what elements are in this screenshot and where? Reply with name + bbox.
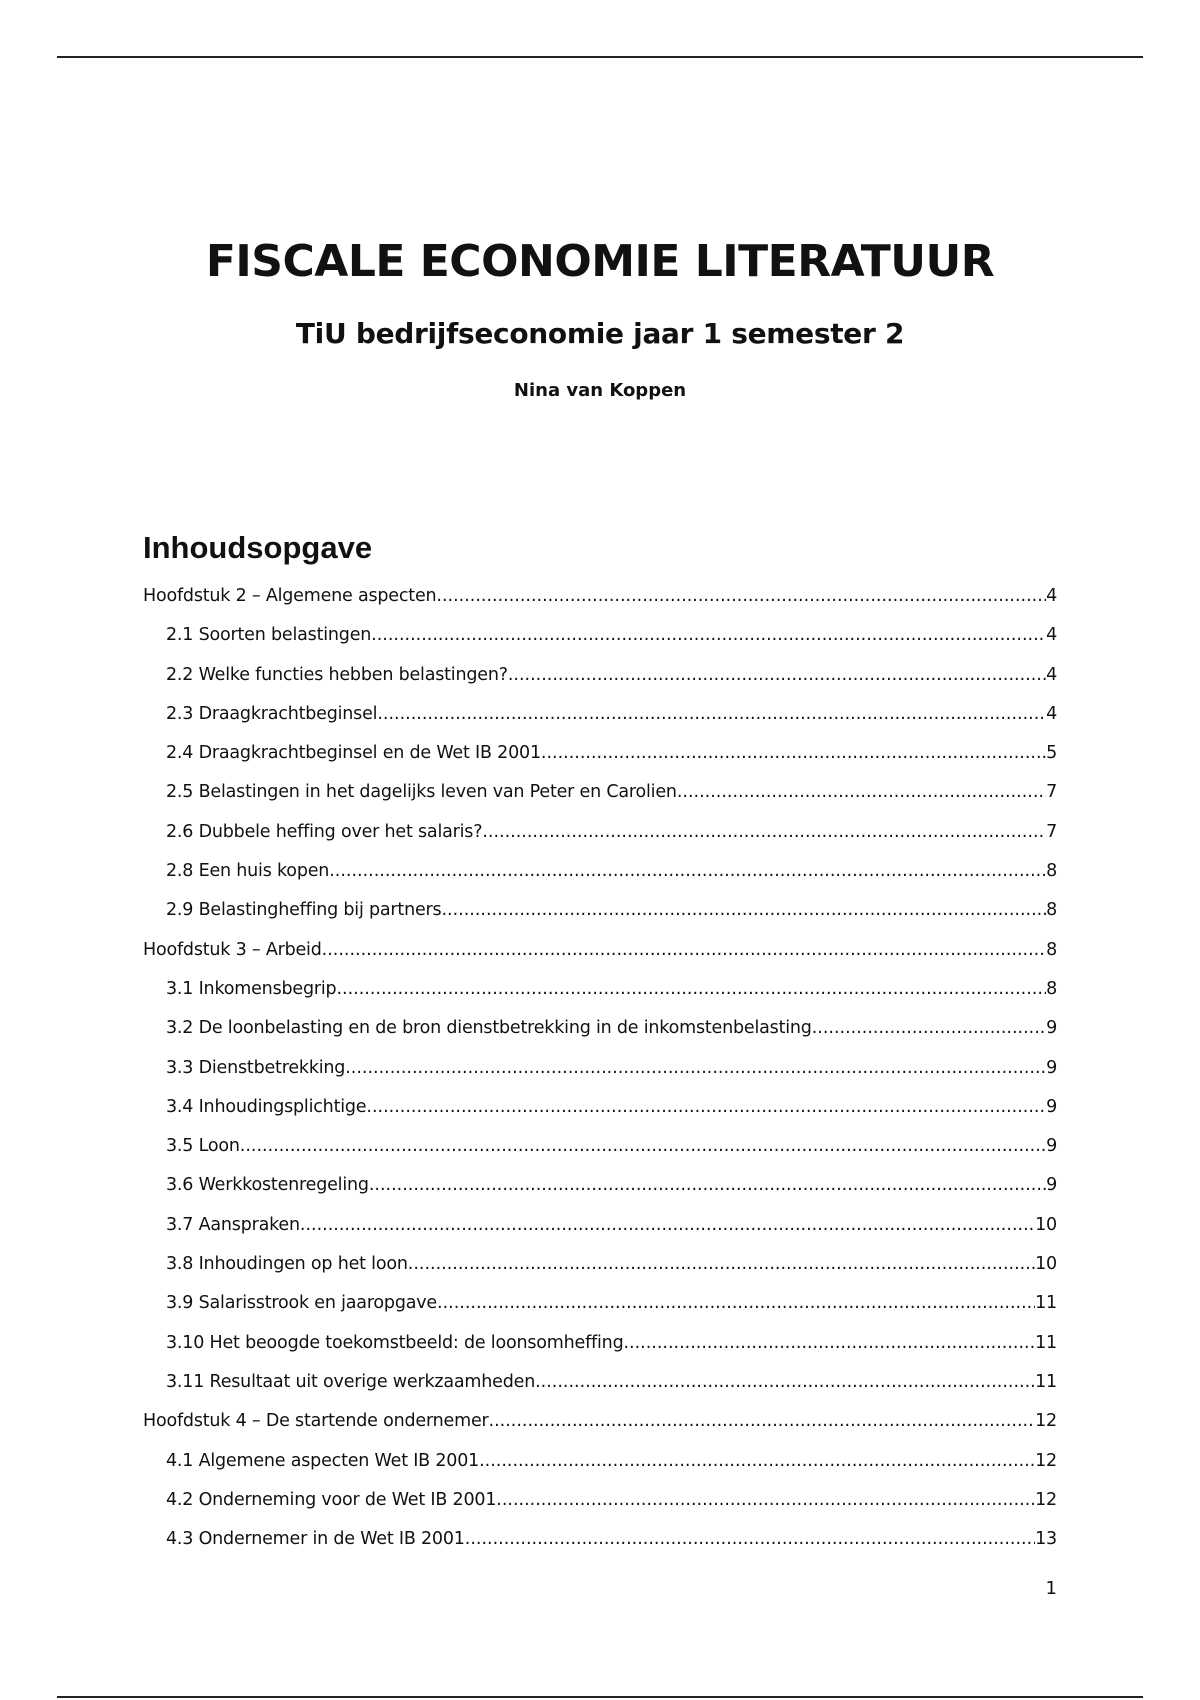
toc-entry-label[interactable]: Hoofdstuk 3 – Arbeid [143, 939, 322, 960]
toc-entry-label[interactable]: 2.4 Draagkrachtbeginsel en de Wet IB 2001 [166, 743, 541, 764]
page-number: 1 [1045, 1578, 1057, 1599]
toc-entry-label[interactable]: 3.1 Inkomensbegrip [166, 978, 337, 999]
toc-entry[interactable] [143, 891, 1057, 930]
toc-entry[interactable] [143, 931, 1057, 970]
toc-entry-page[interactable]: 9 [1046, 1057, 1057, 1078]
toc-entry-page[interactable]: 13 [1035, 1529, 1057, 1550]
page-bottom-rule [57, 1696, 1143, 1698]
toc-dot-leader [482, 813, 1046, 852]
toc-dot-leader [437, 1284, 1035, 1323]
toc-dot-leader [465, 1520, 1035, 1559]
toc-entry-label[interactable]: 3.8 Inhoudingen op het loon [166, 1254, 408, 1275]
toc-entry-page[interactable]: 4 [1046, 703, 1057, 724]
toc-dot-leader [479, 1442, 1035, 1481]
toc-entry-label[interactable]: 3.6 Werkkostenregeling [166, 1175, 369, 1196]
document-subtitle: TiU bedrijfseconomie jaar 1 semester 2 [295, 317, 905, 350]
toc-entry-label[interactable]: 2.3 Draagkrachtbeginsel [166, 703, 378, 724]
toc-entry[interactable] [143, 734, 1057, 773]
toc-dot-leader [489, 1402, 1036, 1441]
toc-entry[interactable] [143, 1481, 1057, 1520]
toc-entry-label[interactable]: 3.7 Aanspraken [166, 1214, 300, 1235]
toc-dot-leader [240, 1127, 1046, 1166]
toc-entry[interactable] [143, 813, 1057, 852]
toc-entry-page[interactable]: 9 [1046, 1096, 1057, 1117]
toc-dot-leader [508, 656, 1046, 695]
toc-dot-leader [408, 1245, 1035, 1284]
toc-entry[interactable] [143, 1049, 1057, 1088]
toc-entry-page[interactable]: 11 [1035, 1293, 1057, 1314]
toc-dot-leader [369, 1166, 1046, 1205]
toc-entry[interactable] [143, 1009, 1057, 1048]
toc-heading: Inhoudsopgave [143, 530, 373, 565]
toc-entry[interactable] [143, 1127, 1057, 1166]
toc-entry-label[interactable]: 4.1 Algemene aspecten Wet IB 2001 [166, 1450, 480, 1471]
toc-entry-label[interactable]: 2.8 Een huis kopen [166, 861, 330, 882]
toc-entry[interactable] [143, 773, 1057, 812]
toc-entry[interactable] [143, 1520, 1057, 1559]
toc-entry-label[interactable]: 3.5 Loon [166, 1136, 240, 1157]
toc-entry-label[interactable]: 3.3 Dienstbetrekking [166, 1057, 346, 1078]
toc-entry-label[interactable]: 2.5 Belastingen in het dagelijks leven van Peter en Carolien [166, 782, 677, 803]
toc-entry-page[interactable]: 5 [1046, 743, 1057, 764]
toc-entry[interactable] [143, 1402, 1057, 1441]
toc-entry-label[interactable]: Hoofdstuk 2 – Algemene aspecten [143, 586, 437, 606]
toc-entry[interactable] [143, 1363, 1057, 1402]
toc-dot-leader [535, 1363, 1035, 1402]
toc-dot-leader [345, 1049, 1046, 1088]
toc-entry[interactable] [143, 1206, 1057, 1245]
toc-dot-leader [366, 1088, 1046, 1127]
toc-entry-label[interactable]: 3.4 Inhoudingsplichtige [166, 1096, 367, 1117]
toc-entry-page[interactable]: 8 [1046, 900, 1057, 921]
toc-entry[interactable] [143, 852, 1057, 891]
toc-entry[interactable] [143, 970, 1057, 1009]
toc-dot-leader [371, 616, 1046, 655]
toc-dot-leader [496, 1481, 1035, 1520]
toc-entry-label[interactable]: Hoofdstuk 4 – De startende ondernemer [143, 1411, 489, 1432]
toc-entry[interactable] [143, 1442, 1057, 1481]
toc-dot-leader [322, 931, 1046, 970]
toc-entry[interactable] [143, 1166, 1057, 1205]
toc-entry-label[interactable]: 3.9 Salarisstrook en jaaropgave [166, 1293, 437, 1314]
toc-dot-leader [329, 852, 1046, 891]
toc-entry-page[interactable]: 9 [1046, 1136, 1057, 1157]
toc-entry-page[interactable]: 11 [1035, 1332, 1057, 1353]
document-title: FISCALE ECONOMIE LITERATUUR [205, 236, 995, 287]
toc-entry-page[interactable]: 8 [1046, 978, 1057, 999]
toc-entry-page[interactable]: 4 [1046, 664, 1057, 685]
toc-entry-page[interactable]: 7 [1046, 821, 1057, 842]
toc-entry-label[interactable]: 4.2 Onderneming voor de Wet IB 2001 [166, 1489, 497, 1510]
toc-dot-leader [336, 970, 1046, 1009]
toc-dot-leader [541, 734, 1046, 773]
toc-entry-label[interactable]: 2.2 Welke functies hebben belastingen? [166, 664, 508, 685]
toc-entry-page[interactable]: 8 [1046, 939, 1057, 960]
toc-entry[interactable] [143, 577, 1057, 616]
toc-entry-label[interactable]: 2.6 Dubbele heffing over het salaris? [166, 821, 483, 842]
toc-dot-leader [623, 1324, 1035, 1363]
toc-entry-page[interactable]: 4 [1046, 625, 1057, 646]
toc-entry-page[interactable]: 10 [1035, 1254, 1057, 1275]
toc-dot-leader [300, 1206, 1035, 1245]
toc-entry[interactable] [143, 656, 1057, 695]
toc-entry-page[interactable]: 8 [1046, 861, 1057, 882]
toc-entry-label[interactable]: 4.3 Ondernemer in de Wet IB 2001 [166, 1529, 465, 1550]
table-of-contents [143, 577, 1057, 1559]
toc-entry[interactable] [143, 616, 1057, 655]
toc-entry[interactable] [143, 1088, 1057, 1127]
toc-dot-leader [436, 577, 1046, 616]
toc-entry-page[interactable]: 12 [1035, 1450, 1057, 1471]
toc-entry[interactable] [143, 695, 1057, 734]
toc-entry-label[interactable]: 3.10 Het beoogde toekomstbeeld: de loonsomheffing [166, 1332, 624, 1353]
toc-dot-leader [677, 773, 1046, 812]
toc-dot-leader [441, 891, 1046, 930]
page-top-rule [57, 56, 1143, 58]
toc-entry-label[interactable]: 3.2 De loonbelasting en de bron dienstbetrekking in de inkomstenbelasting [166, 1018, 812, 1039]
toc-entry[interactable] [143, 1245, 1057, 1284]
toc-entry-page[interactable]: 4 [1046, 586, 1057, 606]
toc-entry-page[interactable]: 7 [1046, 782, 1057, 803]
toc-entry[interactable] [143, 1324, 1057, 1363]
toc-dot-leader [812, 1009, 1046, 1048]
toc-entry-page[interactable]: 12 [1035, 1489, 1057, 1510]
toc-entry-page[interactable]: 9 [1046, 1018, 1057, 1039]
toc-entry-page[interactable]: 9 [1046, 1175, 1057, 1196]
toc-entry-page[interactable]: 11 [1035, 1371, 1057, 1392]
toc-entry[interactable] [143, 1284, 1057, 1323]
toc-entry-label[interactable]: 3.11 Resultaat uit overige werkzaamheden [166, 1371, 536, 1392]
toc-entry-page[interactable]: 10 [1035, 1214, 1057, 1235]
toc-entry-label[interactable]: 2.9 Belastingheffing bij partners [166, 900, 442, 921]
toc-entry-label[interactable]: 2.1 Soorten belastingen [166, 625, 372, 646]
toc-entry-page[interactable]: 12 [1035, 1411, 1057, 1432]
toc-dot-leader [377, 695, 1046, 734]
document-author: Nina van Koppen [513, 380, 687, 401]
